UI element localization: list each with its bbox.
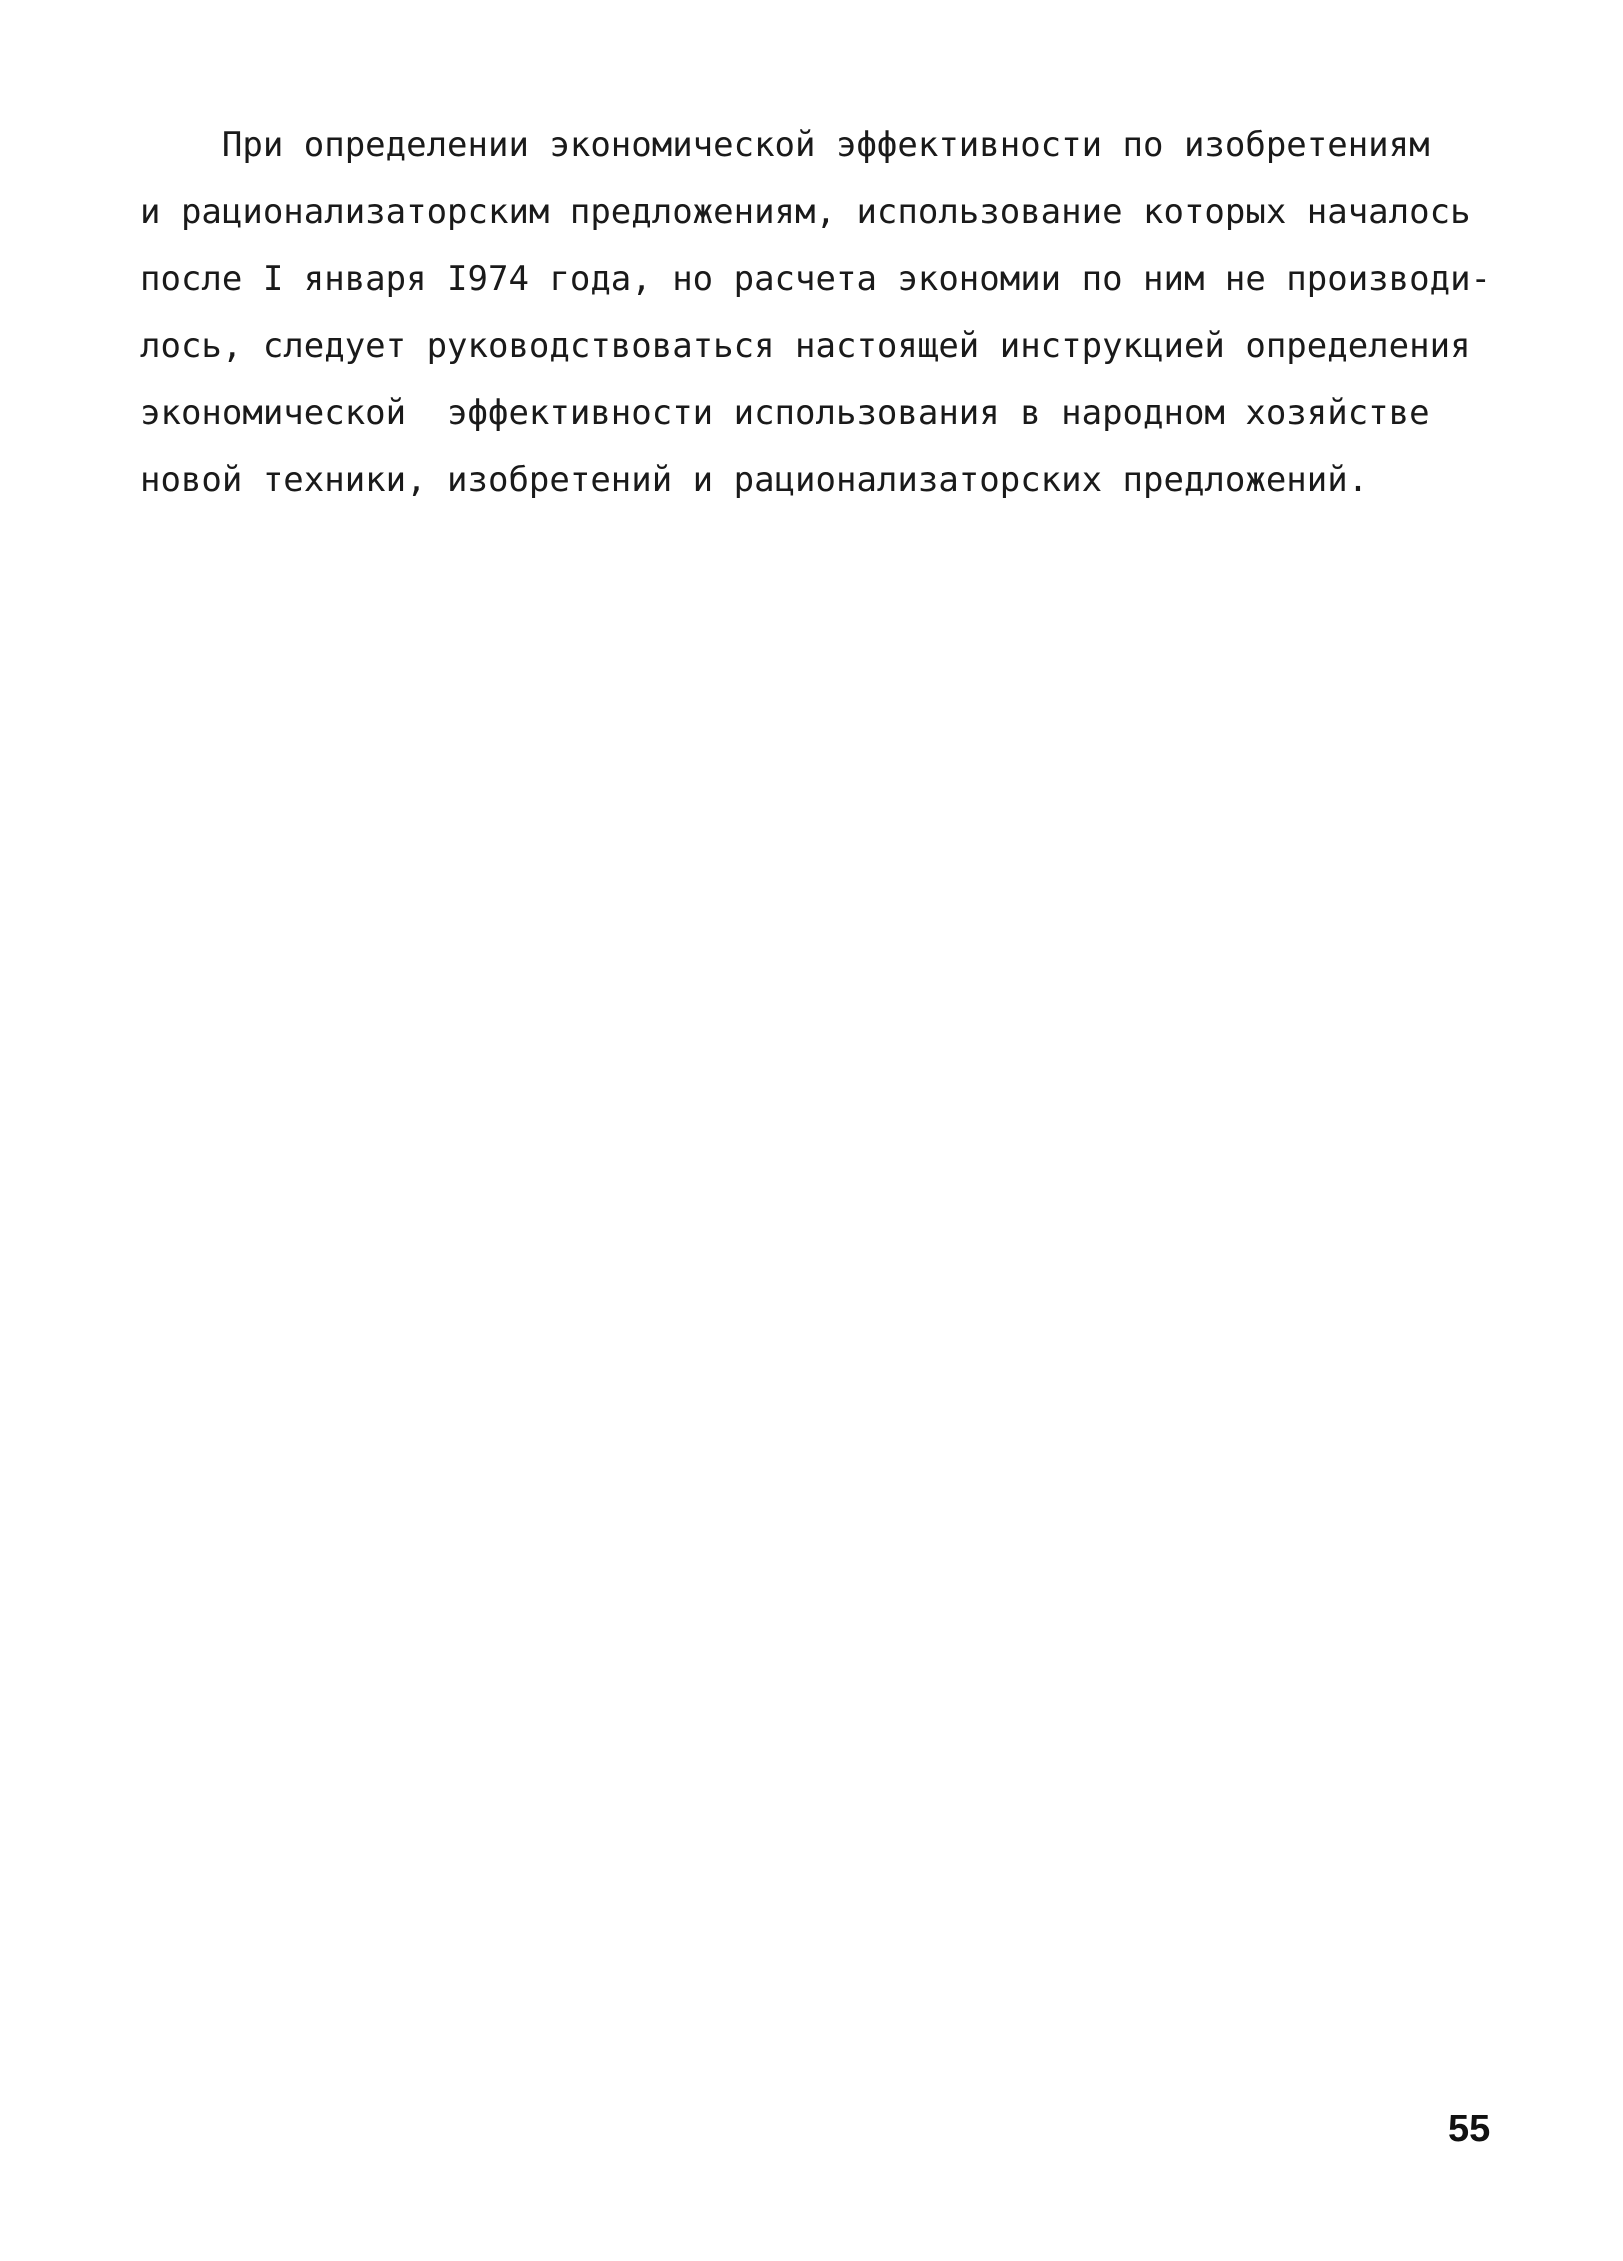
paragraph-line: экономической эффективности использования в народном хозяйстве [140, 393, 1430, 433]
paragraph-line: лось, следует руководствоваться настоящей инструкцией определения [140, 326, 1471, 366]
paragraph-line: и рационализаторским предложениям, использование которых началось [140, 192, 1471, 232]
paragraph-line: после I января I974 года, но расчета экономии по ним не производи- [140, 259, 1492, 299]
paragraph-line: При определении экономической эффективности по изобретениям [140, 125, 1430, 165]
body-paragraph [140, 112, 1492, 514]
paragraph-line: новой техники, изобретений и рационализаторских предложений. [140, 460, 1369, 500]
page-number: 55 [1448, 2108, 1491, 2150]
